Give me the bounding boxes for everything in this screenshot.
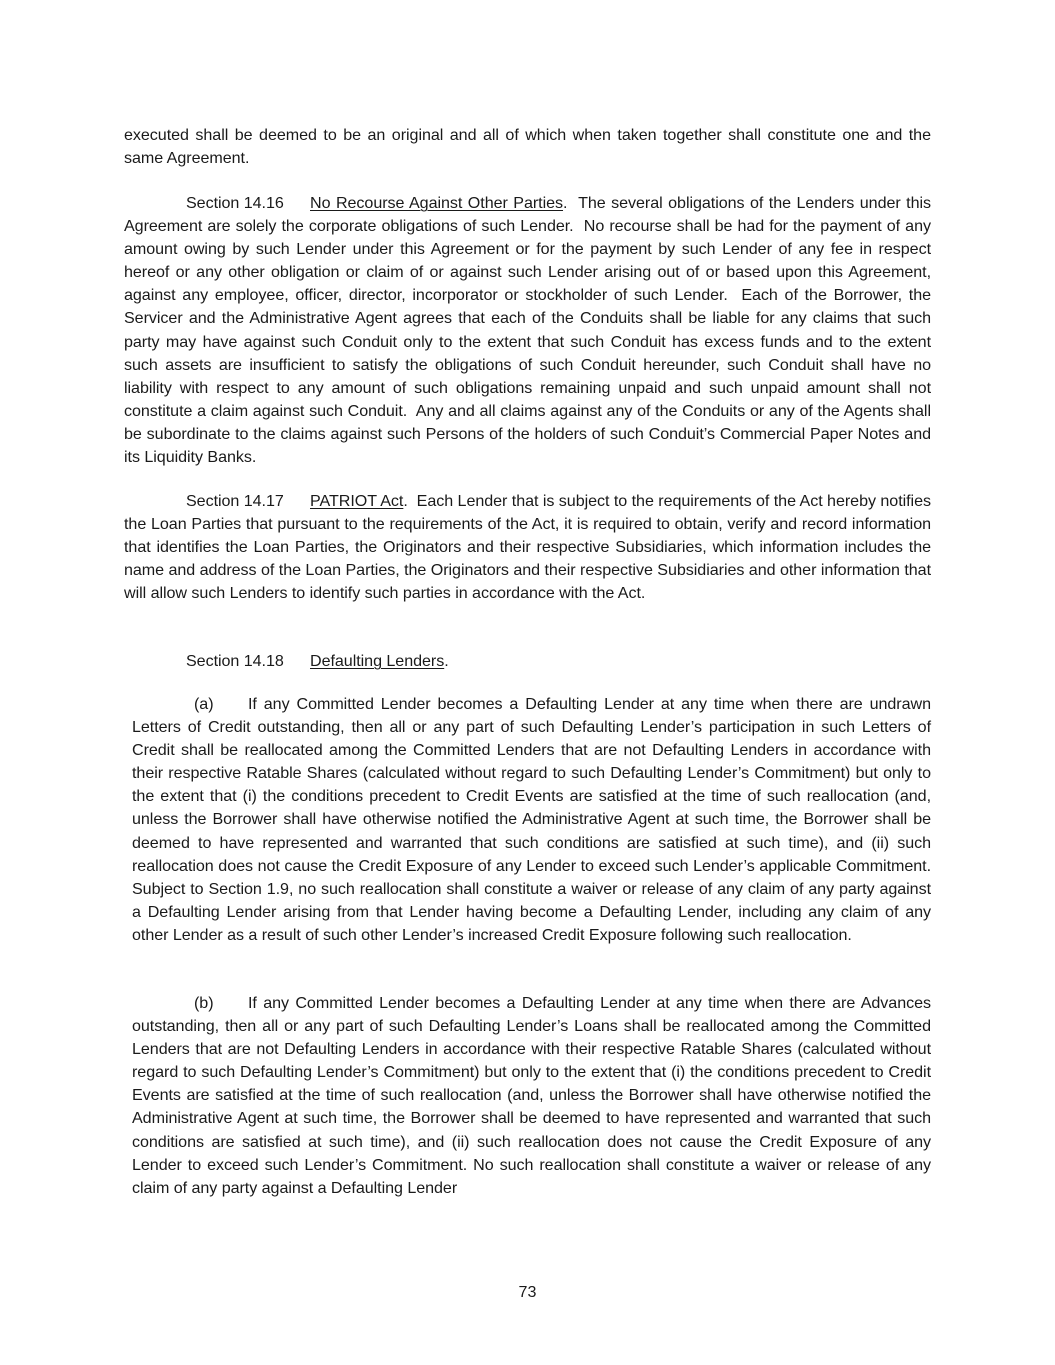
subsection-label: (b) (194, 994, 214, 1012)
subsection-b-paragraph (132, 992, 931, 1200)
section-number: Section 14.18 (186, 652, 284, 670)
continuation-paragraph: executed shall be deemed to be an original and all of which when taken together shall constitute one and the same Agreement. (124, 126, 931, 168)
section-body: The several obligations of the Lenders under this Agreement are solely the corporate obligations of such Lender. No recourse shall be had for the payment of any amount owing by such Lender under this Agreement or for the payment by such Lender of any fee in respect hereof or any other obligation or claim of or against such Lender arising out of or based upon this Agreement, against any employee, officer, director, incorporator or stockholder of such Lender. Each of the Borrower, the Servicer and the Administrative Agent agrees that each of the Conduits shall be liable for any claims that such party may have against such Conduit only to the extent that such Conduit has excess funds and to the extent such assets are insufficient to satisfy the obligations of such Conduit hereunder, such Conduit shall have no liability with respect to any amount of such obligations remaining unpaid and such unpaid amount shall not constitute a claim against such Conduit. Any and all claims against any of the Conduits or any of the Agents shall be subordinate to the claims against such Persons of the holders of such Conduit’s Commercial Paper Notes and its Liquidity Banks. (124, 194, 936, 467)
section-14-17-paragraph: Section 14.17 PATRIOT Act. Each Lender that is subject to the requirements of the Act hereby notifies the Loan Parties that pursuant to the requirements of the Act, it is required to obtain, verify and record information that identifies the Loan Parties, the Originators and their respective Subsidiaries, which information includes the name and address of the Loan Parties, the Originators and their respective Subsidiaries and other information that will allow such Lenders to identify such parties in accordance with the Act. (124, 492, 936, 603)
subsection-label: (a) (194, 695, 214, 713)
section-heading: Defaulting Lenders (310, 652, 445, 670)
subsection-body: If any Committed Lender becomes a Defaulting Lender at any time when there are undrawn Letters of Credit outstanding, then all or any part of such Defaulting Lender’s participation in such Letters of Credit shall be reallocated among the Committed Lenders that are not Defaulting Lenders in accordance with their respective Ratable Shares (calculated without regard to such Defaulting Lender’s Commitment) but only to the extent that (i) the conditions precedent to Credit Events are satisfied at the time of such reallocation (and, unless the Borrower shall have otherwise notified the Administrative Agent at such time, the Borrower shall be deemed to have represented and warranted that such conditions are satisfied at such time), and (ii) such reallocation does not cause the Credit Exposure of any Lender to exceed such Lender’s applicable Commitment. Subject to Section 1.9, no such reallocation shall constitute a waiver or release of any claim of any party against a Defaulting Lender arising from that Lender having become a Defaulting Lender, including any claim of any other Lender as a result of such other Lender’s increased Credit Exposure following such reallocation. (132, 695, 931, 944)
section-heading: No Recourse Against Other Parties (310, 194, 564, 212)
page-number: 73 (518, 1283, 537, 1301)
subsection-a-paragraph (132, 693, 931, 947)
section-14-16-paragraph: Section 14.16 No Recourse Against Other Parties. The several obligations of the Lenders under this Agreement are solely the corporate obligations of such Lender. No recourse shall be had for the payment of any amount owing by such Lender under this Agreement or for the payment by such Lender of any fee in respect hereof or any other obligation or claim of or against such Lender arising out of or based upon this Agreement, against any employee, officer, director, incorporator or stockholder of such Lender. Each of the Borrower, the Servicer and the Administrative Agent agrees that each of the Conduits shall be liable for any claims that such party may have against such Conduit only to the extent that such Conduit has excess funds and to the extent such assets are insufficient to satisfy the obligations of such Conduit hereunder, such Conduit shall have no liability with respect to any amount of such obligations remaining unpaid and such unpaid amount shall not constitute a claim against such Conduit. Any and all claims against any of the Conduits or any of the Agents shall be subordinate to the claims against such Persons of the holders of such Conduit’s Commercial Paper Notes and its Liquidity Banks. (124, 194, 936, 467)
subsection-body: If any Committed Lender becomes a Defaulting Lender at any time when there are Advances outstanding, then all or any part of such Defaulting Lender’s Loans shall be reallocated among the Committed Lenders that are not Defaulting Lenders in accordance with their respective Ratable Shares (calculated without regard to such Defaulting Lender’s Commitment) but only to the extent that (i) the conditions precedent to Credit Events are satisfied at the time of such reallocation (and, unless the Borrower shall have otherwise notified the Administrative Agent at such time, the Borrower shall be deemed to have represented and warranted that such conditions are satisfied at such time), and (ii) such reallocation does not cause the Credit Exposure of any Lender to exceed such Lender’s Commitment. No such reallocation shall constitute a waiver or release of any claim of any party against a Defaulting Lender (132, 994, 931, 1197)
section-heading: PATRIOT Act (310, 492, 404, 510)
section-number: Section 14.17 (186, 492, 284, 510)
section-14-18-paragraph: Section 14.18 Defaulting Lenders. (124, 650, 931, 673)
section-body: Each Lender that is subject to the requirements of the Act hereby notifies the Loan Parties that pursuant to the requirements of the Act, it is required to obtain, verify and record information that identifies the Loan Parties, the Originators and their respective Subsidiaries, which information includes the name and address of the Loan Parties, the Originators and their respective Subsidiaries and other information that will allow such Lenders to identify such parties in accordance with the Act. (124, 492, 936, 603)
section-number: Section 14.16 (186, 194, 284, 212)
